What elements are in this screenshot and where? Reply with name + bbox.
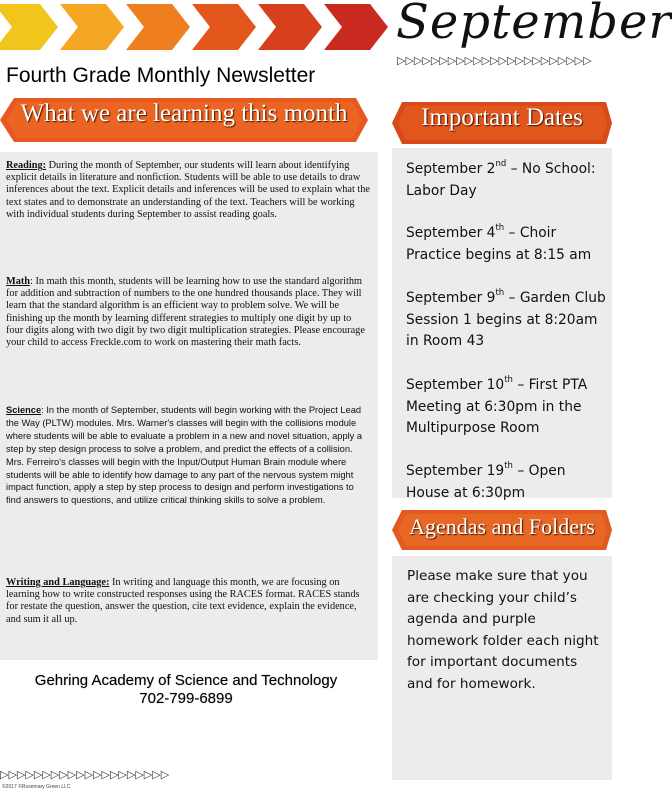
month-title: September	[396, 0, 672, 50]
chevron-arrow	[60, 4, 124, 50]
learning-banner-title: What we are learning this month	[20, 100, 348, 127]
date-item: September 9th – Garden Club Session 1 begins at 8:20am in Room 43	[406, 288, 606, 349]
date-item: September 4th – Choir Practice begins at 8:15 am	[406, 223, 592, 263]
date-item: September 10th – First PTA Meeting at 6:30pm in the Multipurpose Room	[406, 375, 588, 436]
chevron-arrow	[126, 4, 190, 50]
writing-label: Writing and Language:	[6, 577, 110, 588]
math-section	[6, 276, 370, 349]
chevron-arrow	[324, 4, 388, 50]
school-phone: 702-799-6899	[139, 690, 233, 707]
date-item: September 19th – Open House at 6:30pm	[406, 461, 566, 501]
school-name: Gehring Academy of Science and Technology	[34, 672, 338, 689]
school-info	[6, 672, 366, 708]
math-text: : In math this month, students will be learning how to use the standard algorithm for addition and subtraction of numbers to the one hundred thousands place. They will learn that the standard algorithm is an efficient way to problem solve. We will be finishing up the month by learning different strategies to multiply one digit by up to four digits along with two digit by two digit multiplication strategies. Please encourage your child to access Freckle.com to work on mastering their math facts.	[6, 276, 365, 349]
copyright: ©2017 ©Rosemary Green LLC	[2, 784, 71, 790]
chevron-arrows	[0, 0, 395, 56]
chevron-arrow	[0, 4, 58, 50]
science-text: : In the month of September, students will begin working with the Project Lead the Way (PLTW) modules. Mrs. Warner's classes will begin with the collisions module where students will be able to evaluate a problem in a new and novel situation, apply a step by step design process to solve a problem, and predict the effects of a collision. Mrs. Ferreiro's classes will begin with the Input/Output Human Brain module where students will be able to identify how damage to any part of the nervous system might impact function, apply a step by step process to design and perform investigations to find answers to questions, and utilize critical thinking skills to solve a problem.	[6, 405, 363, 506]
chevron-arrow	[258, 4, 322, 50]
triangle-strip-top: ▷▷▷▷▷▷▷▷▷▷▷▷▷▷▷▷▷▷▷▷▷▷▷	[397, 54, 592, 67]
reading-label: Reading:	[6, 160, 47, 171]
chevron-banner	[0, 0, 395, 56]
triangle-strip-bottom: ▷▷▷▷▷▷▷▷▷▷▷▷▷▷▷▷▷▷▷▷	[0, 768, 170, 781]
agenda-banner	[392, 508, 612, 550]
science-label: Science	[6, 405, 42, 415]
dates-banner-title: Important Dates	[421, 104, 583, 131]
chevron-arrow	[192, 4, 256, 50]
reading-section	[6, 160, 370, 221]
agenda-banner-title: Agendas and Folders	[409, 514, 595, 539]
agenda-text: Please make sure that you are checking your child’s agenda and purple homework folder each night for important documents and for homework.	[407, 568, 599, 692]
science-section	[6, 404, 370, 507]
newsletter-subtitle: Fourth Grade Monthly Newsletter	[6, 64, 316, 87]
writing-text: In writing and language this month, we are focusing on learning how to write constructed responses using the RACES format. RACES stands for restate the question, answer the question, cite text evidence, explain the evidence, and sum it all up.	[6, 577, 360, 625]
date-item: September 2nd – No School: Labor Day	[406, 159, 596, 199]
writing-section	[6, 577, 370, 626]
reading-text: During the month of September, our students will learn about identifying explicit details in literature and nonfiction. Students will be able to use details to draw inferences about the text. Explicit details and inferences will be used to explain what the text states and to demonstrate an understanding of the text. Teachers will be working with individual students during September to assist reading goals.	[6, 160, 370, 220]
math-label: Math	[6, 276, 31, 287]
learning-banner	[0, 96, 368, 140]
dates-banner	[392, 100, 612, 144]
